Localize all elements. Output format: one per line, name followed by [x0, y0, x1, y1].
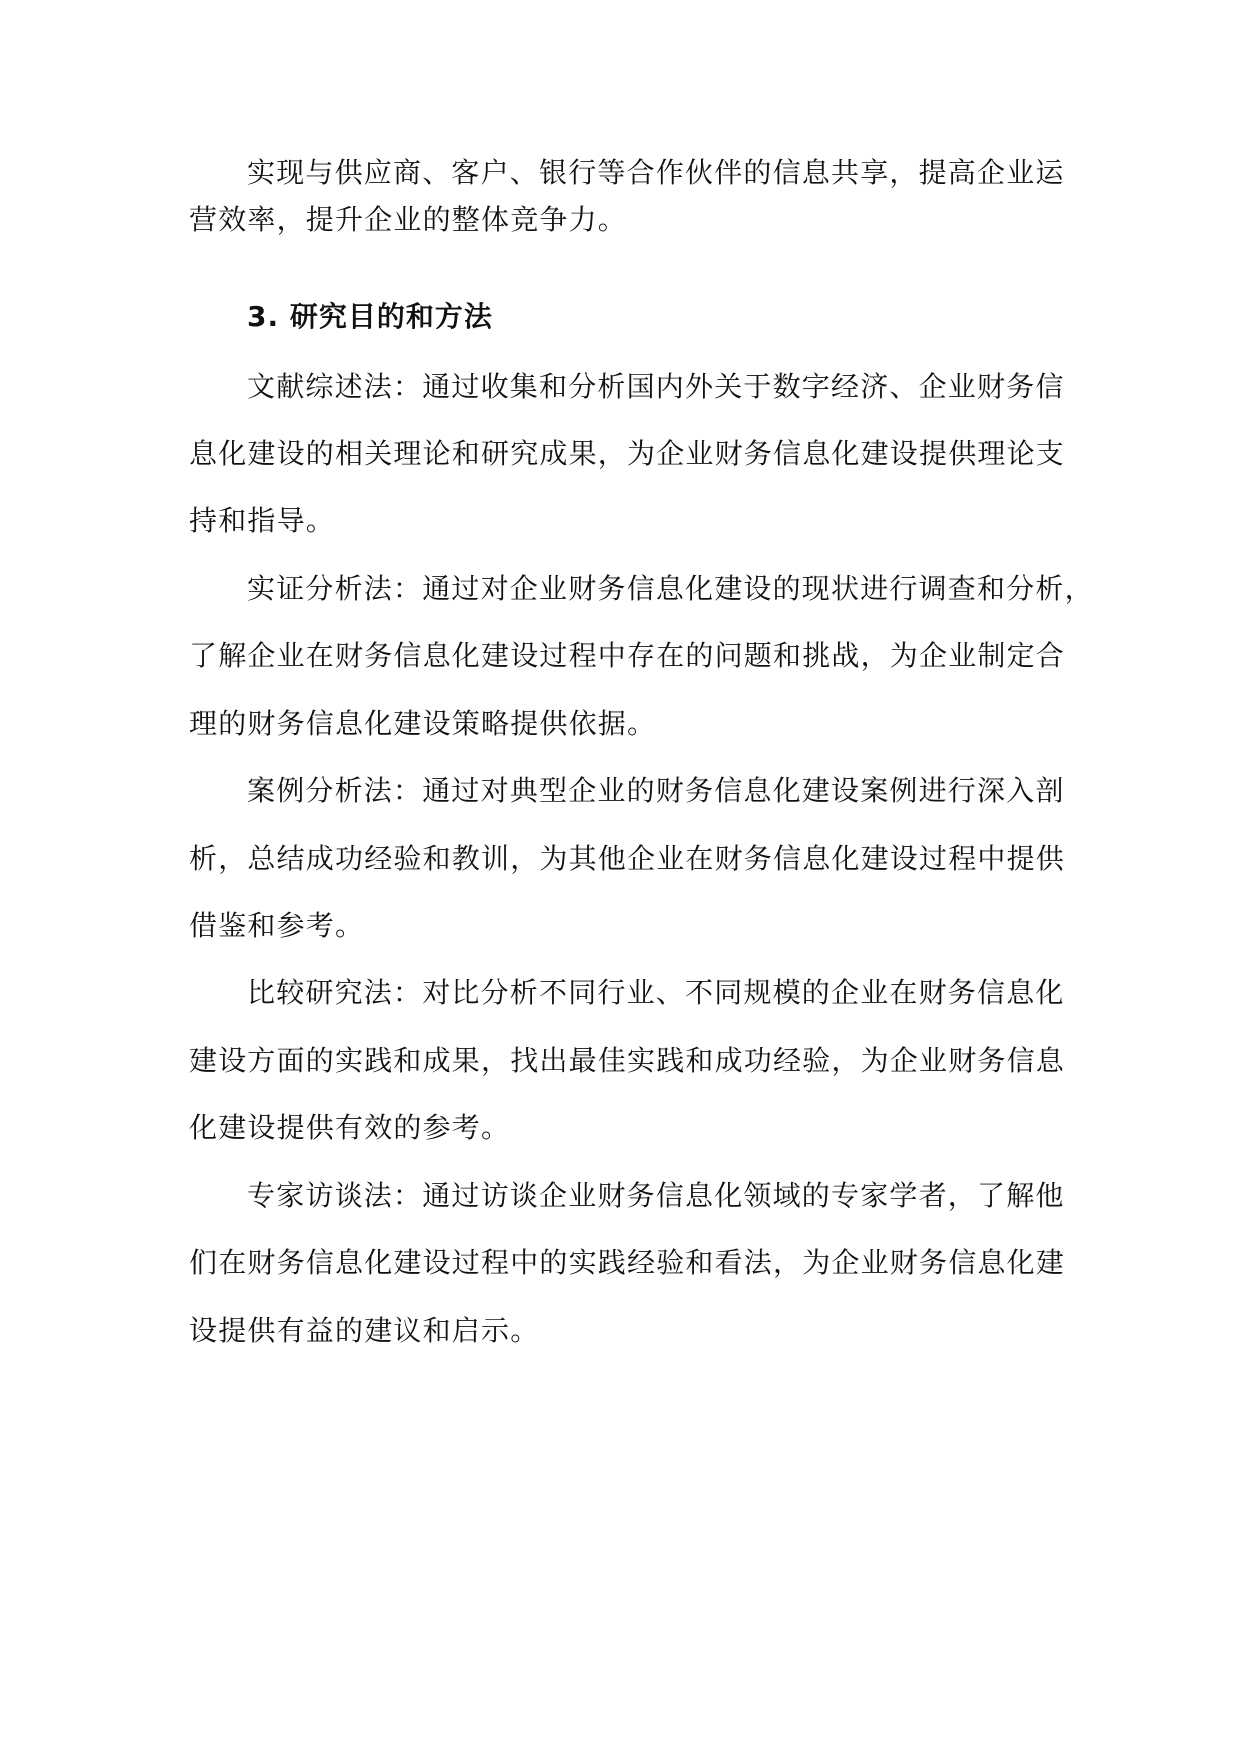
paragraph-line: 实现与供应商、客户、银行等合作伙伴的信息共享，提高企业运	[247, 156, 1065, 189]
paragraph-line: 息化建设的相关理论和研究成果，为企业财务信息化建设提供理论支	[189, 437, 1066, 470]
paragraph-line: 析，总结成功经验和教训，为其他企业在财务信息化建设过程中提供	[189, 842, 1066, 875]
paragraph-line: 案例分析法：通过对典型企业的财务信息化建设案例进行深入剖	[247, 774, 1065, 807]
section-heading: 3. 研究目的和方法	[247, 300, 493, 333]
paragraph-line: 了解企业在财务信息化建设过程中存在的问题和挑战，为企业制定合	[189, 639, 1066, 672]
paragraph-line: 化建设提供有效的参考。	[189, 1111, 511, 1144]
paragraph-line: 设提供有益的建议和启示。	[189, 1314, 540, 1347]
paragraph-line: 持和指导。	[189, 504, 336, 537]
paragraph-line: 实证分析法：通过对企业财务信息化建设的现状进行调查和分析，	[247, 572, 1094, 605]
paragraph-line: 理的财务信息化建设策略提供依据。	[189, 707, 657, 740]
paragraph-line: 借鉴和参考。	[189, 909, 365, 942]
paragraph-line: 专家访谈法：通过访谈企业财务信息化领域的专家学者，了解他	[247, 1179, 1065, 1212]
paragraph-line: 文献综述法：通过收集和分析国内外关于数字经济、企业财务信	[247, 370, 1065, 403]
paragraph-line: 比较研究法：对比分析不同行业、不同规模的企业在财务信息化	[247, 976, 1065, 1009]
paragraph-line: 营效率，提升企业的整体竞争力。	[189, 203, 628, 236]
paragraph-line: 们在财务信息化建设过程中的实践经验和看法，为企业财务信息化建	[189, 1246, 1066, 1279]
paragraph-line: 建设方面的实践和成果，找出最佳实践和成功经验，为企业财务信息	[189, 1044, 1066, 1077]
